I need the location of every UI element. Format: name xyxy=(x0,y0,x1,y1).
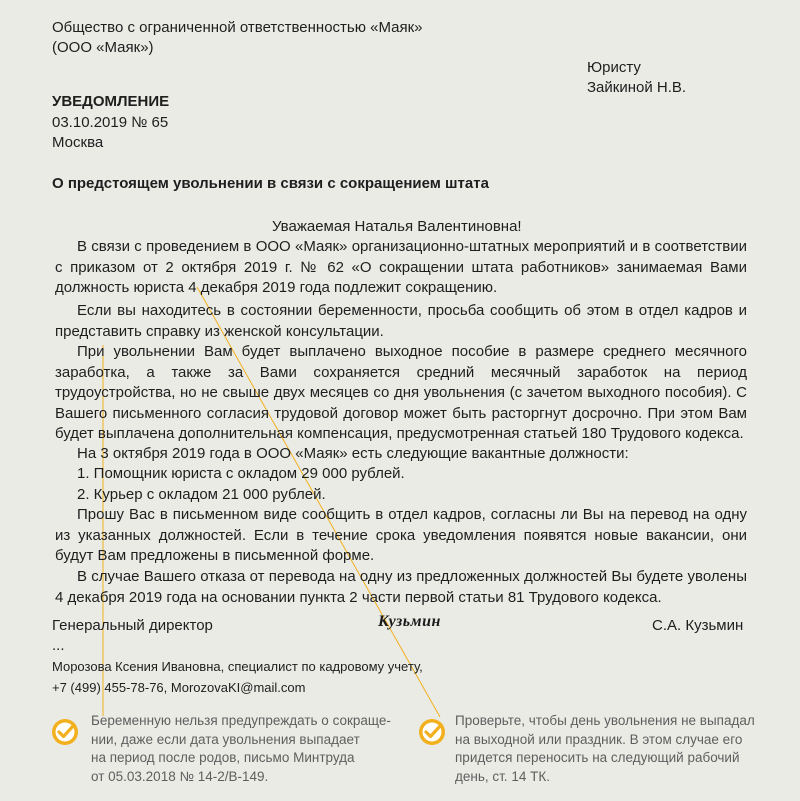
paragraph-refusal: В случае Вашего отказа от перевода на одну из предложенных должностей Вы будете уволены 4 декабря 2019 года на основании пункта 2 части первой статьи 81 Трудового кодекса. xyxy=(55,568,747,606)
paragraph-transfer: Прошу Вас в письменном виде сообщить в отдел кадров, согласны ли Вы на перевод на одну из указанных должностей. Если в течение срока уведомления появятся новые вакансии, они будут Вам предложены в письменной форме. xyxy=(55,506,747,564)
document-city: Москва xyxy=(52,134,104,151)
paragraph-reduction: В связи с проведением в ООО «Маяк» организационно-штатных мероприятий и в соответствии с приказом от 2 октября 2019 г. № 62 «О сокращении штата работников» занимаемая Вами должность юриста 4 декабря 2019 года подлежит сокращению. xyxy=(55,238,747,296)
note-line: от 05.03.2018 № 14-2/В-149. xyxy=(91,768,269,784)
organization-name: Общество с ограниченной ответственностью «Маяк» xyxy=(52,19,423,36)
document-subject: О предстоящем увольнении в связи с сокращением штата xyxy=(52,175,489,192)
paragraph-vacancies: На 3 октября 2019 года в ООО «Маяк» есть следующие вакантные должности: xyxy=(77,445,629,462)
note-line: Беременную нельзя предупреждать о сокраще- xyxy=(91,713,391,728)
greeting: Уважаемая Наталья Валентиновна! xyxy=(272,218,522,235)
executor-name: Морозова Ксения Ивановна, специалист по кадровому учету, xyxy=(52,659,423,674)
document-date-number: 03.10.2019 № 65 xyxy=(52,114,169,131)
vacancy-item-1: 1. Помощник юриста с окладом 29 000 рублей. xyxy=(77,465,405,482)
check-circle-icon xyxy=(417,717,447,747)
vacancy-item-2: 2. Курьер с окладом 21 000 рублей. xyxy=(77,486,326,503)
handwritten-signature: Кузьмин xyxy=(378,613,441,630)
note-pregnancy xyxy=(91,712,391,786)
recipient-position: Юристу xyxy=(587,59,641,76)
note-line: день, ст. 14 ТК. xyxy=(455,768,550,784)
executor-contacts: +7 (499) 455-78-76, MorozovaKI@mail.com xyxy=(52,680,306,695)
organization-short-name: (ООО «Маяк») xyxy=(52,39,154,56)
ellipsis: ... xyxy=(52,637,65,654)
note-dismissal-date xyxy=(455,712,755,786)
signer-name: С.А. Кузьмин xyxy=(652,617,744,634)
paragraph-pregnancy: Если вы находитесь в состоянии беременности, просьба сообщить об этом в отдел кадров и представить справку из женской консультации. xyxy=(55,302,747,340)
document-type: УВЕДОМЛЕНИЕ xyxy=(52,93,170,110)
check-circle-icon xyxy=(50,717,80,747)
note-line: на выходной или праздник. В этом случае его xyxy=(455,731,743,747)
note-line: на период после родов, письмо Минтруда xyxy=(91,750,355,765)
paragraph-severance: При увольнении Вам будет выплачено выходное пособие в размере среднего месячного заработка, а также за Вами сохраняется средний месячный заработок на период трудоустройства, но не свыше двух месяцев со дня увольнения (с зачетом выходного пособия). С Вашего письменного согласия трудовой договор может быть расторгнут досрочно. При этом Вам будет выплачена дополнительная компенсация, предусмотренная статьей 180 Трудового кодекса. xyxy=(55,343,747,442)
note-line: Проверьте, чтобы день увольнения не выпадал xyxy=(455,713,755,728)
note-line: нии, даже если дата увольнения выпадает xyxy=(91,731,360,747)
note-line: придется переносить на следующий рабочий xyxy=(455,750,740,765)
signer-position: Генеральный директор xyxy=(52,617,213,634)
recipient-name: Зайкиной Н.В. xyxy=(587,79,687,96)
